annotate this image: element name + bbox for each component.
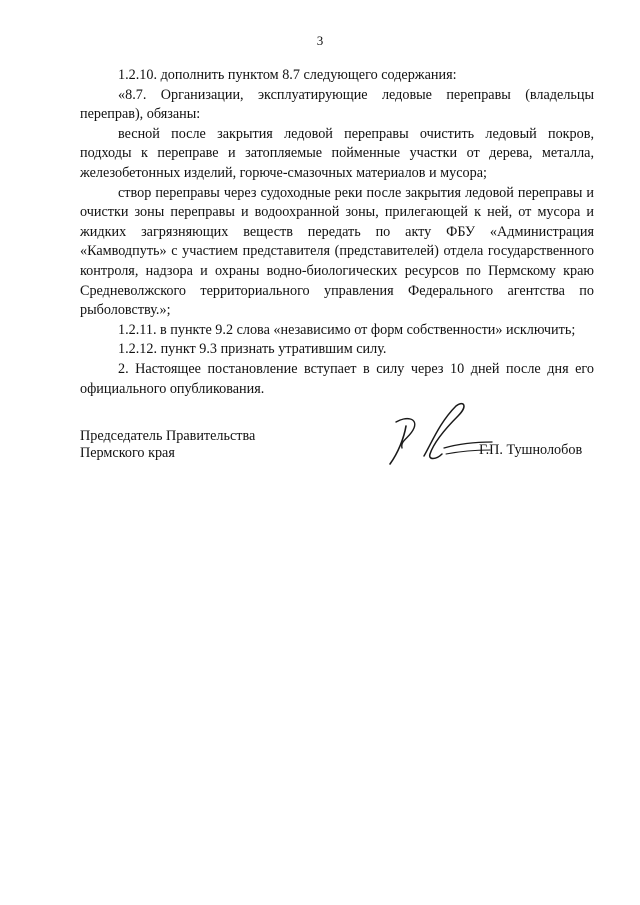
document-body [80, 66, 594, 399]
paragraph-1-2-11: 1.2.11. в пункте 9.2 слова «независимо от форм собственности» исключить; [118, 321, 576, 338]
paragraph-8-7-intro: «8.7. Организации, эксплуатирующие ледовые переправы (владельцы переправ), обязаны: [80, 86, 594, 123]
signer-position [80, 428, 255, 462]
handwritten-signature [384, 398, 494, 468]
paragraph-1-2-12: 1.2.12. пункт 9.3 признать утратившим силу. [118, 341, 387, 358]
page-number: 3 [316, 33, 324, 48]
signer-position-line-2: Пермского края [80, 445, 175, 461]
paragraph-effective-date: 2. Настоящее постановление вступает в силу через 10 дней после дня его официального опубликования. [80, 360, 594, 397]
paragraph-crossing-transfer: створ переправы через судоходные реки после закрытия ледовой переправы и очистки зоны переправы и водоохранной зоны, прилегающей к ней, от мусора и жидких загрязняющих веществ передать по акту ФБУ «Администрация «Камводпуть» с участием представителя (представителей) отдела государственного контроля, надзора и охраны водно-биологических ресурсов по Пермскому краю Средневолжского территориального управления Федерального агентства по рыболовству.»; [80, 184, 594, 319]
paragraph-spring-cleanup: весной после закрытия ледовой переправы очистить ледовый покров, подходы к переправе и затопляемые пойменные участки от дерева, металла, железобетонных изделий, горюче-смазочных материалов и мусора; [80, 125, 594, 181]
signer-position-line-1: Председатель Правительства [80, 428, 256, 444]
signer-name: Г.П. Тушнолобов [479, 442, 583, 458]
paragraph-1-2-10: 1.2.10. дополнить пунктом 8.7 следующего содержания: [118, 67, 457, 83]
